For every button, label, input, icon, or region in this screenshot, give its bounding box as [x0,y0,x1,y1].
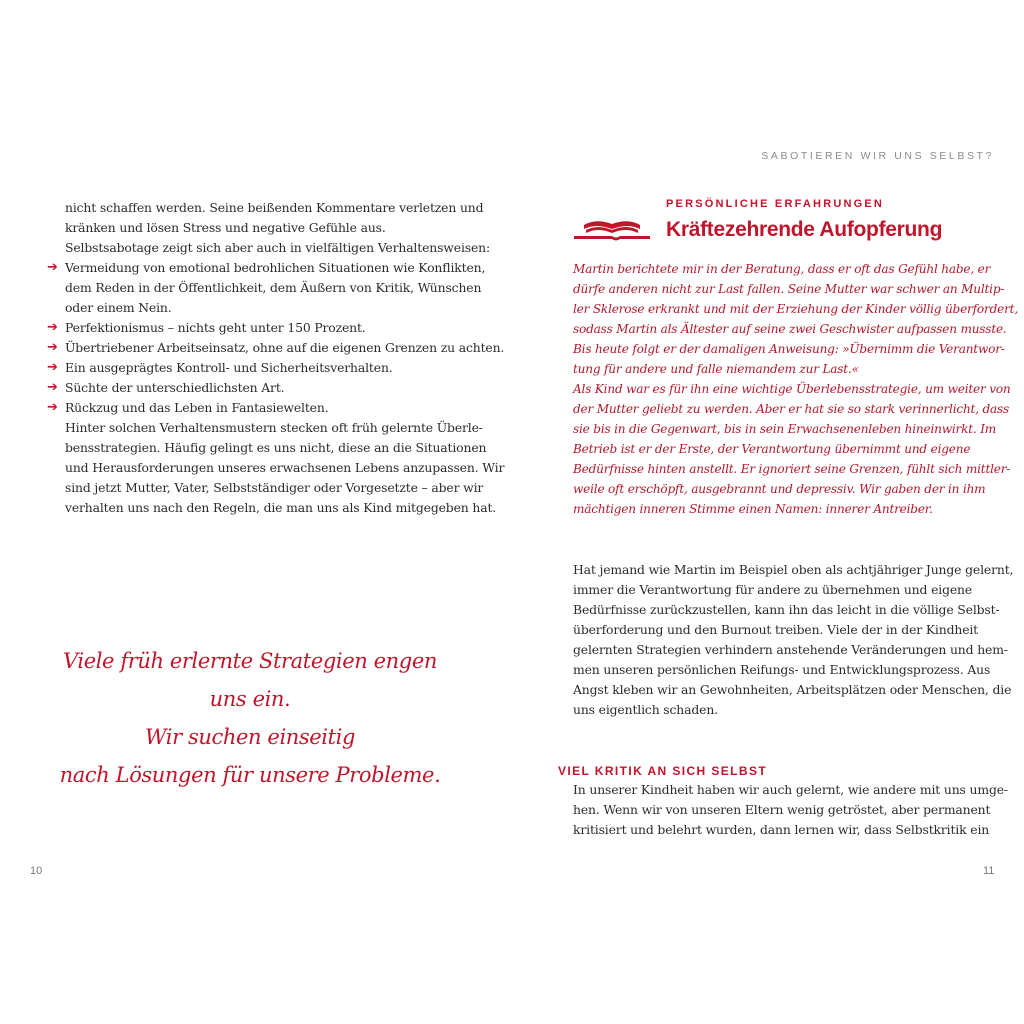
italic-line: Martin berichtete mir in der Beratung, dass er oft das Gefühl habe, er [573,262,991,276]
running-head: SABOTIEREN WIR UNS SELBST? [761,150,994,162]
bullet-item [47,358,475,378]
text-line: Bedürfnisse zurückzustellen, kann ihn das leicht in die völlige Selbst- [573,602,1000,617]
section-headline: Kräftezehrende Aufopferung [666,218,943,241]
italic-line: Bedürfnisse hinten anstellt. Er ignoriert seine Grenzen, fühlt sich mittler- [573,462,1011,476]
arrow-right-icon: ➔ [47,400,58,415]
subsection-text [573,780,1008,840]
section-subhead: VIEL KRITIK AN SICH SELBST [558,764,768,778]
text-line: Angst kleben wir an Gewohnheiten, Arbeitsplätzen oder Menschen, die [573,682,1012,697]
open-book-icon [572,215,652,243]
quote-line: nach Lösungen für unsere Probleme. [59,763,441,787]
italic-line: tung für andere und falle niemandem zur Last.« [573,362,859,376]
bullet-item [47,398,475,418]
text-line: uns eigentlich schaden. [573,702,718,717]
case-study-text [573,259,1018,519]
text-line: Selbstsabotage zeigt sich aber auch in vielfältigen Verhaltensweisen: [65,240,490,255]
page-number-right: 11 [983,865,995,877]
italic-line: ler Sklerose erkrankt und mit der Erziehung der Kinder völlig überfordert, [573,302,1018,316]
text-line: hen. Wenn wir von unseren Eltern wenig getröstet, aber permanent [573,802,991,817]
italic-line: Betrieb ist er der Erste, der Verantwortung übernimmt und eigene [573,442,971,456]
italic-line: Als Kind war es für ihn eine wichtige Überlebensstrategie, um weiter von [573,382,1011,396]
bullet-text: Übertriebener Arbeitseinsatz, ohne auf die eigenen Grenzen zu achten. [65,340,505,355]
text-line: Hat jemand wie Martin im Beispiel oben als achtjähriger Junge gelernt, [573,562,1014,577]
text-line: gelernten Strategien verhindern anstehende Veränderungen und hem- [573,642,1008,657]
text-line: sind jetzt Mutter, Vater, Selbstständiger oder Vorgesetzte – aber wir [65,480,484,495]
bullet-text: Ein ausgeprägtes Kontroll- und Sicherheitsverhalten. [65,360,393,375]
quote-line: Wir suchen einseitig [144,725,356,749]
bullet-item [47,258,486,318]
bullet-item [47,318,475,338]
text-line: Hinter solchen Verhaltensmustern stecken oft früh gelernte Überle- [65,420,483,435]
quote-line: Viele früh erlernte Strategien engen uns ein. [63,649,437,711]
arrow-right-icon: ➔ [47,340,58,355]
bullet-list [47,258,505,418]
page-number-left: 10 [30,865,43,877]
arrow-right-icon: ➔ [47,320,58,335]
text-line: kränken und lösen Stress und negative Gefühle aus. [65,220,386,235]
bullet-text: Vermeidung von emotional bedrohlichen Situationen wie Konflikten, [65,260,486,275]
pull-quote [50,642,450,794]
bullet-text: Rückzug und das Leben in Fantasiewelten. [65,400,329,415]
arrow-right-icon: ➔ [47,360,58,375]
italic-line: mächtigen inneren Stimme einen Namen: innerer Antreiber. [573,502,933,516]
italic-line: sodass Martin als Ältester auf seine zwei Geschwister aufpassen musste. [573,322,1007,336]
italic-line: Bis heute folgt er der damaligen Anweisung: »Übernimm die Verantwor- [573,342,1005,356]
bullet-text: dem Reden in der Öffentlichkeit, dem Äußern von Kritik, Wünschen [65,280,482,295]
italic-line: der Mutter geliebt zu werden. Aber er hat sie so stark verinnerlicht, dass [573,402,1010,416]
text-line: In unserer Kindheit haben wir auch gelernt, wie andere mit uns umge- [573,782,1008,797]
text-line: überforderung und den Burnout treiben. Viele der in der Kindheit [573,622,979,637]
text-line: bensstrategien. Häufig gelingt es uns nicht, diese an die Situationen [65,440,487,455]
left-page-text [47,198,505,518]
right-body-text [573,560,1014,720]
bullet-item [47,378,475,398]
bullet-text: Süchte der unterschiedlichsten Art. [65,380,285,395]
text-line: kritisiert und belehrt wurden, dann lernen wir, dass Selbstkritik ein [573,822,990,837]
arrow-right-icon: ➔ [47,380,58,395]
text-line: und Herausforderungen unseres erwachsenen Lebens anzupassen. Wir [65,460,505,475]
arrow-right-icon: ➔ [47,260,58,275]
italic-line: weile oft erschöpft, ausgebrannt und depressiv. Wir gaben der in ihm [573,482,986,496]
bullet-text: oder einem Nein. [65,300,172,315]
text-line: verhalten uns nach den Regeln, die man uns als Kind mitgegeben hat. [65,500,497,515]
text-line: men unseren persönlichen Reifungs- und Entwicklungsprozess. Aus [573,662,991,677]
book-icon [572,215,652,247]
bullet-item [47,338,505,358]
italic-line: sie bis in die Gegenwart, bis in sein Erwachsenenleben hineinwirkt. Im [573,422,997,436]
text-line: immer die Verantwortung für andere zu übernehmen und eigene [573,582,973,597]
bullet-text: Perfektionismus – nichts geht unter 150 Prozent. [65,320,366,335]
section-kicker: PERSÖNLICHE ERFAHRUNGEN [666,198,885,210]
italic-line: dürfe anderen nicht zur Last fallen. Seine Mutter war schwer an Multip- [573,282,1005,296]
text-line: nicht schaffen werden. Seine beißenden Kommentare verletzen und [65,200,484,215]
